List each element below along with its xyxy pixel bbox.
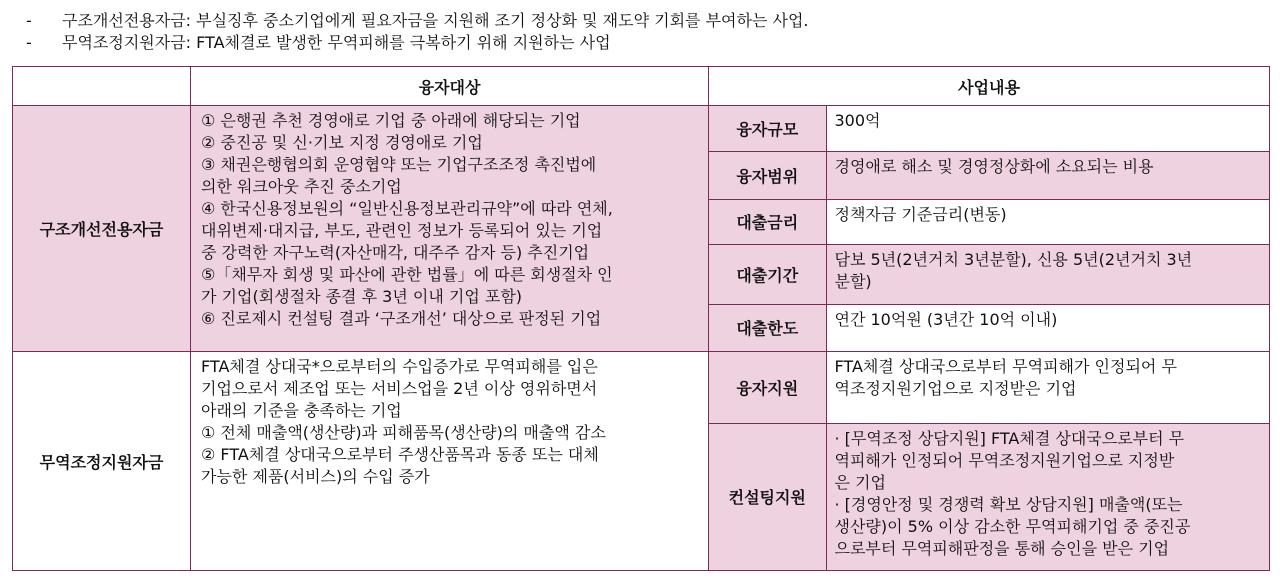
content-item <box>709 352 1269 423</box>
item-label: 대출기간 <box>709 244 826 304</box>
table-row <box>13 106 1270 352</box>
value-line: · [무역조정 상담지원] FTA체결 상대국으로부터 무 <box>834 428 1185 448</box>
item-value <box>826 151 1269 199</box>
header-content: 사업내용 <box>709 67 1270 106</box>
content-subtable <box>709 352 1269 570</box>
header-empty <box>13 67 191 106</box>
content-item <box>709 244 1269 304</box>
target-line: 기업으로서 제조업 또는 서비스업을 2년 이상 영위하면서 <box>201 379 598 398</box>
bullet-dash: - <box>26 33 32 52</box>
item-label: 대출금리 <box>709 199 826 244</box>
target-line: ④ 한국신용정보원의 “일반신용정보관리규약”에 따라 연체, <box>201 199 613 218</box>
bullet-item <box>26 32 809 54</box>
value-line: 담보 5년(2년거치 3년분할), 신용 5년(2년거치 3년 <box>834 249 1193 269</box>
content-item <box>709 106 1269 151</box>
content-item <box>709 199 1269 244</box>
target-line: 중 강력한 자구노력(자산매각, 대주주 감자 등) 추진기업 <box>201 243 590 262</box>
value-line: 으로부터 무역피해판정을 통해 승인을 받은 기업 <box>834 538 1170 558</box>
content-item <box>709 151 1269 199</box>
content-cell <box>709 352 1270 571</box>
item-value <box>826 304 1269 351</box>
table-row <box>13 352 1270 571</box>
content-item <box>709 304 1269 351</box>
value-line: 연간 10억원 (3년간 10억 이내) <box>834 309 1058 329</box>
item-value <box>826 199 1269 244</box>
target-line: ⑥ 진로제시 컨설팅 결과 ‘구조개선’ 대상으로 판정된 기업 <box>201 309 602 328</box>
target-line: ② FTA체결 상대국으로부터 주생산품목과 동종 또는 대체 <box>201 445 599 464</box>
bullet-text: 무역조정지원자금: FTA체결로 발생한 무역피해를 극복하기 위해 지원하는 사업 <box>62 33 611 52</box>
item-value <box>826 352 1269 423</box>
target-line: 아래의 기준을 충족하는 기업 <box>201 401 402 420</box>
value-line: 300억 <box>834 111 881 130</box>
bullet-dash: - <box>26 11 32 30</box>
target-line: 가능한 제품(서비스)의 수입 증가 <box>201 467 430 486</box>
item-value <box>826 244 1269 304</box>
value-line: 생산량)이 5% 이상 감소한 무역피해기업 중 중진공 <box>834 516 1191 536</box>
item-value <box>826 106 1269 151</box>
bullet-item <box>26 10 809 32</box>
header-target: 융자대상 <box>191 67 709 106</box>
target-line: FTA체결 상대국*으로부터의 수입증가로 무역피해를 입은 <box>201 357 598 376</box>
value-line: 은 기업 <box>834 472 886 492</box>
target-line: ② 중진공 및 신·기보 지정 경영애로 기업 <box>201 133 483 152</box>
value-line: FTA체결 상대국으로부터 무역피해가 인정되어 무 <box>834 357 1177 376</box>
category-cell: 구조개선전용자금 <box>13 106 191 352</box>
fund-table <box>12 66 1270 571</box>
content-cell <box>709 106 1270 352</box>
target-line: 의한 워크아웃 추진 중소기업 <box>201 177 402 196</box>
target-line: ③ 채권은행협의회 운영협약 또는 기업구조조정 촉진법에 <box>201 155 597 174</box>
value-line: · [경영안정 및 경쟁력 확보 상담지원] 매출액(또는 <box>834 494 1183 514</box>
target-cell <box>191 106 709 352</box>
target-line: 대위변제·대지급, 부도, 관련인 정보가 등록되어 있는 기업 <box>201 221 603 240</box>
value-line: 역피해가 인정되어 무역조정지원기업으로 지정받 <box>834 450 1175 470</box>
value-line: 정책자금 기준금리(변동) <box>834 204 1007 224</box>
target-line: ① 은행권 추천 경영애로 기업 중 아래에 해당되는 기업 <box>201 111 581 130</box>
content-subtable <box>709 106 1269 351</box>
value-line: 역조정지원기업으로 지정받은 기업 <box>834 379 1077 398</box>
target-line: ⑤「채무자 회생 및 파산에 관한 법률」에 따른 회생절차 인 <box>201 265 613 284</box>
item-label: 융자규모 <box>709 106 826 151</box>
content-item <box>709 423 1269 570</box>
item-label: 컨설팅지원 <box>709 423 826 570</box>
value-line: 분할) <box>834 271 872 291</box>
target-line: ① 전체 매출액(생산량)과 피해품목(생산량)의 매출액 감소 <box>201 423 606 442</box>
item-label: 융자범위 <box>709 151 826 199</box>
item-label: 대출한도 <box>709 304 826 351</box>
intro-bullets <box>26 10 809 54</box>
item-value <box>826 423 1269 570</box>
bullet-text: 구조개선전용자금: 부실징후 중소기업에게 필요자금을 지원해 조기 정상화 및 재도약 기회를 부여하는 사업. <box>62 11 809 30</box>
item-label: 융자지원 <box>709 352 826 423</box>
value-line: 경영애로 해소 및 경영정상화에 소요되는 비용 <box>834 156 1154 176</box>
category-cell: 무역조정지원자금 <box>13 352 191 571</box>
target-line: 가 기업(회생절차 종결 후 3년 이내 기업 포함) <box>201 287 523 306</box>
target-cell <box>191 352 709 571</box>
header-row <box>13 67 1270 106</box>
